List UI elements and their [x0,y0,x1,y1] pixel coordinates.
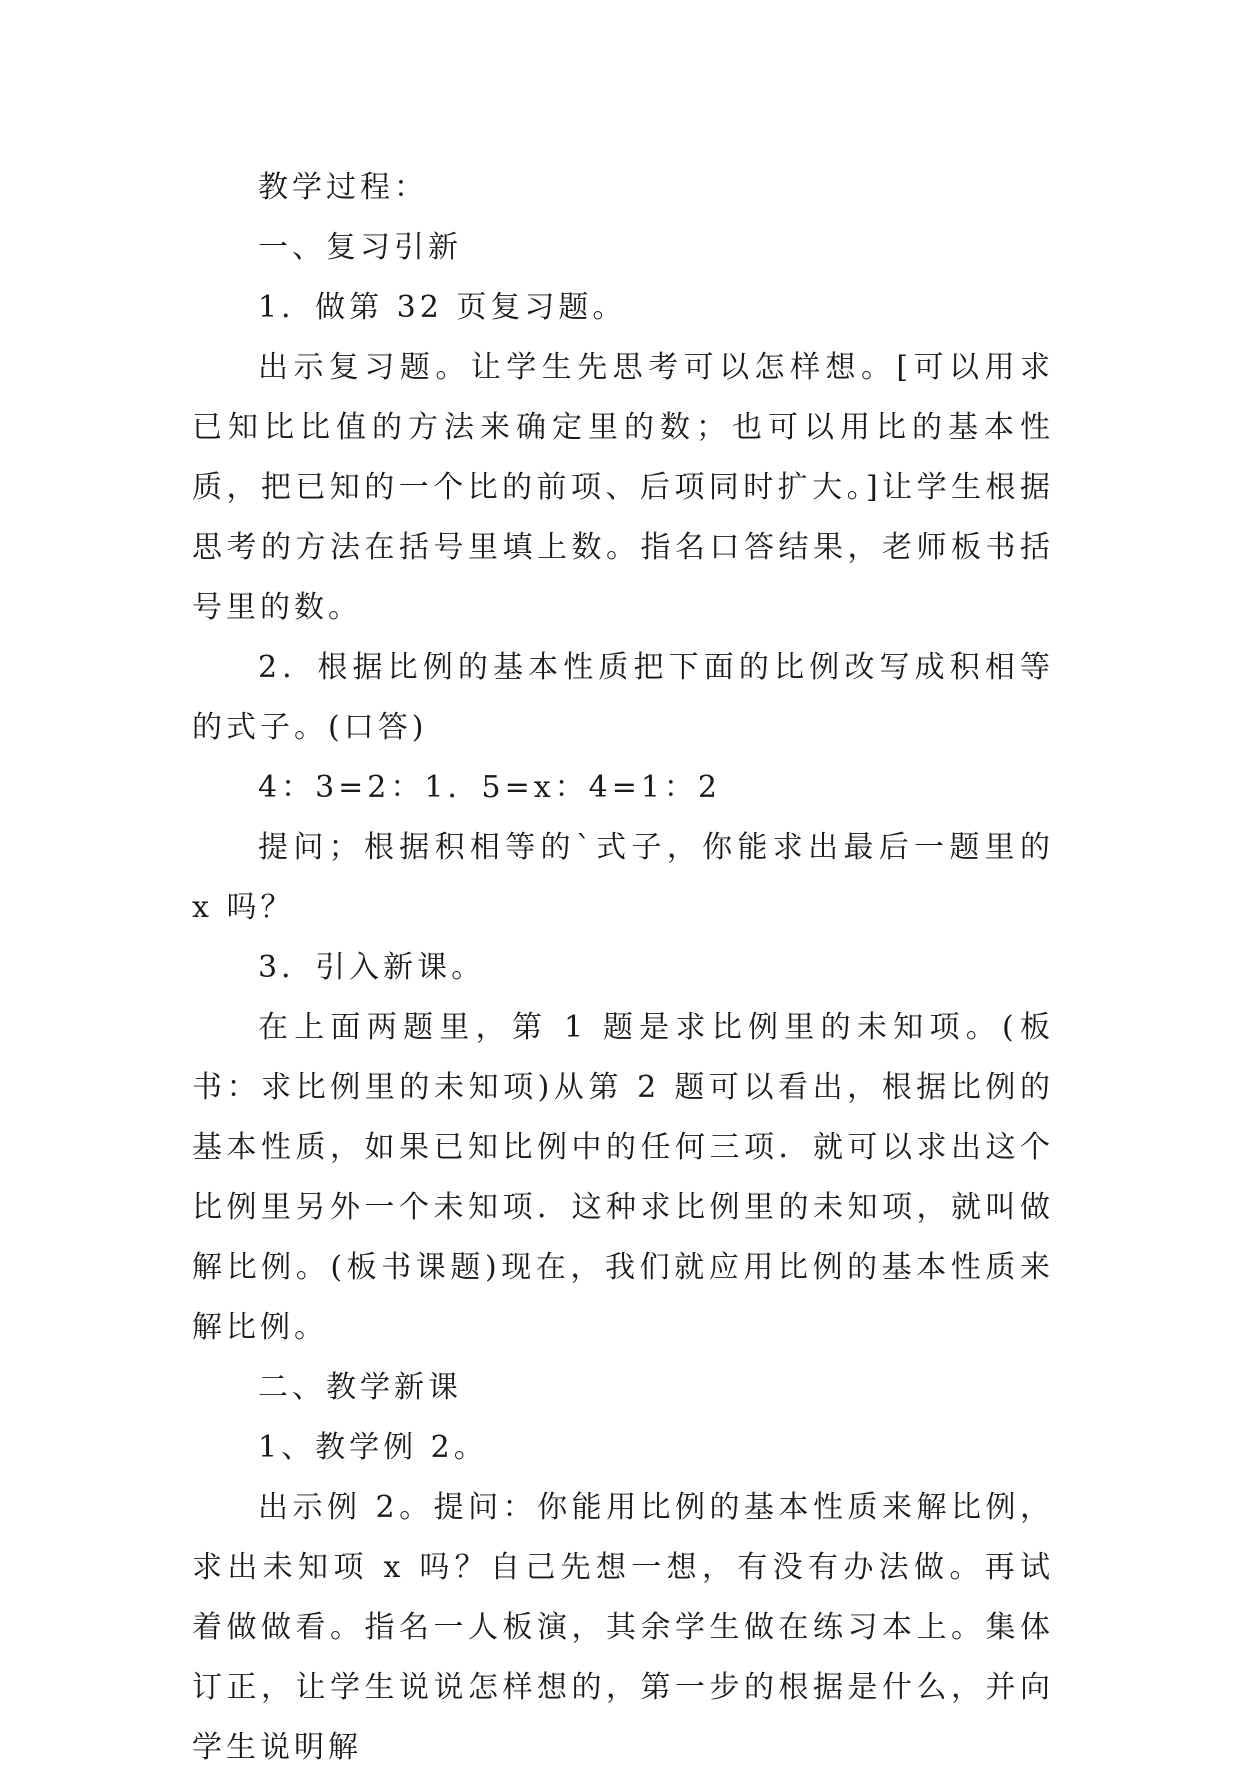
document-body [192,158,1054,1778]
section-heading-new-lesson: 二、教学新课 [258,1370,462,1405]
step-2-heading: 2．根据比例的基本性质把下面的比例改写成积相等的式子。(口答) [192,650,1054,745]
step-1-heading: 1．做第 32 页复习题。 [258,290,627,325]
example-2-heading: 1、教学例 2。 [258,1430,488,1465]
paragraph-new-lesson-intro: 在上面两题里，第 1 题是求比例里的未知项。(板书：求比例里的未知项)从第 2 题可以看出，根据比例的基本性质，如果已知比例中的任何三项．就可以求出这个比例里另外一个未知项．这种求比例里的未知项，就叫做解比例。(板书课题)现在，我们就应用比例的基本性质来解比例。 [192,1010,1054,1345]
section-heading-review: 一、复习引新 [258,230,462,265]
proportion-examples: 4：3=2：1．5=x：4=1：2 [258,770,722,805]
paragraph-example-2: 出示例 2。提问：你能用比例的基本性质来解比例，求出未知项 x 吗？自己先想一想，有没有办法做。再试着做做看。指名一人板演，其余学生做在练习本上。集体订正，让学生说说怎样想的，第一步的根据是什么，并向学生说明解 [192,1490,1054,1765]
paragraph-review-instructions: 出示复习题。让学生先思考可以怎样想。[可以用求已知比比值的方法来确定里的数；也可以用比的基本性质，把已知的一个比的前项、后项同时扩大。]让学生根据思考的方法在括号里填上数。指名口答结果，老师板书括号里的数。 [192,350,1054,625]
heading-teaching-process: 教学过程： [258,170,428,205]
step-3-heading: 3．引入新课。 [258,950,486,985]
question-paragraph: 提问；根据积相等的`式子，你能求出最后一题里的 x 吗？ [192,830,1054,925]
